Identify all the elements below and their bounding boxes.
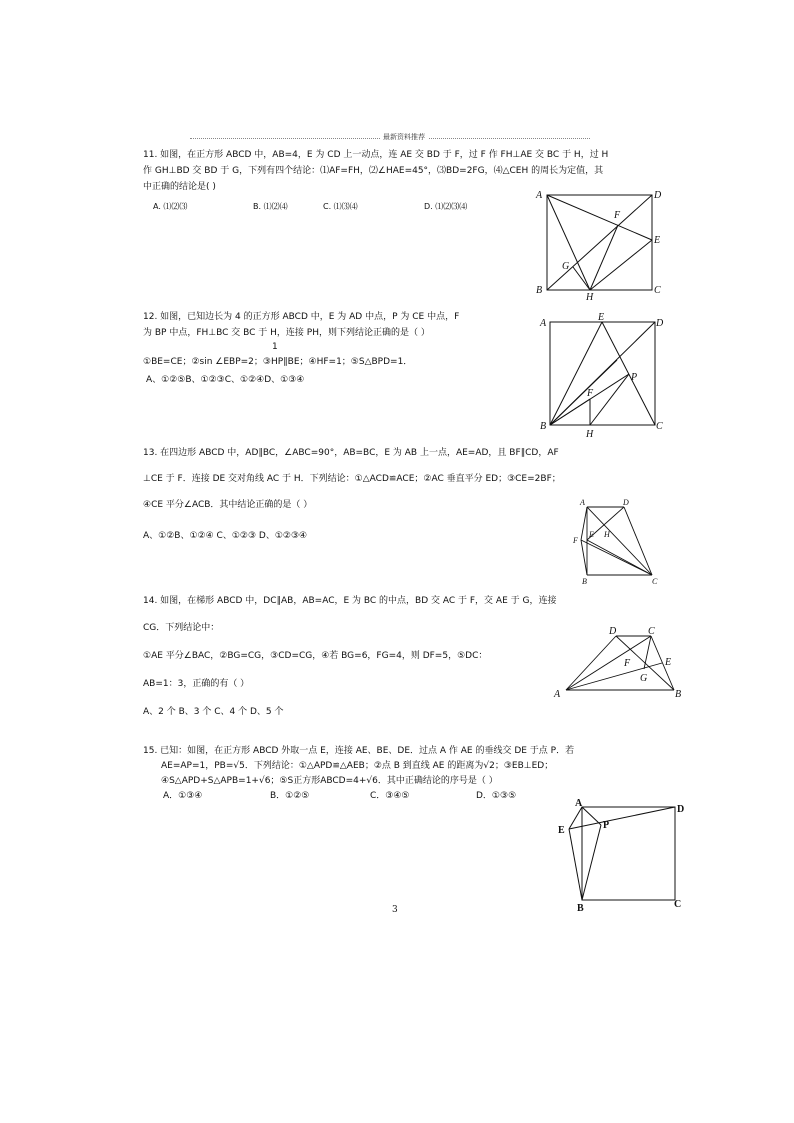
q15-option-c: C．③④⑤ xyxy=(370,791,410,801)
q14-figure xyxy=(548,622,688,702)
q14-label-f: F xyxy=(624,658,631,669)
q14-label-a: A xyxy=(554,689,561,700)
q11-label-e: E xyxy=(654,235,661,246)
q14-label-d: D xyxy=(609,626,617,637)
q11-line2: 作 GH⊥BD 交 BD 于 G，下列有四个结论：⑴AF=FH，⑵∠HAE=45°，⑶BD=2FG，⑷△CEH 的周长为定值，其 xyxy=(143,166,604,176)
q13-line3: ④CE 平分∠ACB．其中结论正确的是（ ） xyxy=(143,500,313,510)
q12-label-c: C xyxy=(656,421,663,432)
q15-option-d: D．①③⑤ xyxy=(476,791,517,801)
q14-line1: 14. 如图，在梯形 ABCD 中，DC∥AB，AB=AC，E 为 BC 的中点，BD 交 AC 于 F，交 AE 于 G，连接 xyxy=(143,596,557,606)
q11-option-c: C. ⑴⑶⑷ xyxy=(323,202,358,211)
q11-label-g: G xyxy=(562,261,570,272)
q11-label-f: F xyxy=(614,210,621,221)
q14-label-b: B xyxy=(675,689,682,700)
q13-label-f: F xyxy=(573,536,578,545)
q11-label-a: A xyxy=(536,190,543,201)
q13-label-d: D xyxy=(623,498,629,507)
q15-line3: ④S△APD+S△APB=1+√6；⑤S正方形ABCD=4+√6．其中正确结论的序号是（ ） xyxy=(161,776,498,786)
q11-option-a: A. ⑴⑵⑶ xyxy=(153,202,188,211)
q15-label-a: A xyxy=(575,798,583,809)
q13-line4: A、①②B、①②④ C、①②③ D、①②③④ xyxy=(143,531,308,541)
q13-figure xyxy=(560,495,665,590)
q14-label-c: C xyxy=(648,626,655,637)
q13-line2: ⊥CE 于 F．连接 DE 交对角线 AC 于 H．下列结论：①△ACD≌ACE；②AC 垂直平分 ED；③CE=2BF； xyxy=(143,474,561,484)
q13-label-h: H xyxy=(604,530,610,539)
q15-label-b: B xyxy=(577,903,584,914)
q15-option-a: A．①③④ xyxy=(163,791,203,801)
q12-fraction-top: 1 xyxy=(272,342,278,352)
q12-line4: A、①②⑤B、①②③C、①②④D、①③④ xyxy=(146,375,305,385)
q11-option-b: B. ⑴⑵⑷ xyxy=(253,202,288,211)
q12-label-b: B xyxy=(540,421,547,432)
q11-label-b: B xyxy=(536,285,543,296)
q12-label-h: H xyxy=(586,429,594,440)
q11-label-h: H xyxy=(586,292,594,303)
q14-label-e: E xyxy=(665,657,672,668)
q15-label-c: C xyxy=(674,899,682,910)
q12-line1: 12. 如图，已知边长为 4 的正方形 ABCD 中，E 为 AD 中点，P 为 CE 中点，F xyxy=(143,312,460,322)
q13-label-b: B xyxy=(582,577,587,586)
q15-option-b: B．①②⑤ xyxy=(270,791,310,801)
q11-label-d: D xyxy=(654,190,662,201)
q12-label-e: E xyxy=(598,312,605,323)
q13-label-a: A xyxy=(580,498,585,507)
q12-label-d: D xyxy=(656,318,664,329)
q15-line2: AE=AP=1，PB=√5．下列结论：①△APD≌△AEB；②点 B 到直线 AE 的距离为√2；③EB⊥ED； xyxy=(161,761,554,771)
q14-line5: A、2 个 B、3 个 C、4 个 D、5 个 xyxy=(143,707,284,717)
q12-line2: 为 BP 中点，FH⊥BC 交 BC 于 H，连接 PH，则下列结论正确的是（ ） xyxy=(143,328,430,338)
q11-line1: 11. 如图，在正方形 ABCD 中，AB=4，E 为 CD 上一动点，连 AE 交 BD 于 F，过 F 作 FH⊥AE 交 BC 于 H，过 H xyxy=(143,150,609,160)
q15-label-e: E xyxy=(558,825,565,836)
page-number: 3 xyxy=(392,905,398,915)
q14-line2: CG．下列结论中： xyxy=(143,623,220,633)
q11-figure xyxy=(530,185,665,303)
q15-figure xyxy=(555,795,695,915)
q12-line3: ①BE=CE；②sin ∠EBP=2；③HP∥BE；④HF=1；⑤S△BPD=1． xyxy=(143,357,413,367)
q12-label-p: P xyxy=(631,372,638,383)
q15-label-p: P xyxy=(603,820,610,831)
q11-option-d: D. ⑴⑵⑶⑷ xyxy=(424,202,468,211)
q12-label-f: F xyxy=(587,388,594,399)
q14-line4: AB=1：3，正确的有（ ） xyxy=(143,679,250,689)
q11-line3: 中正确的结论是( ) xyxy=(143,182,216,192)
q13-label-e: E xyxy=(589,530,594,539)
q13-line1: 13. 在四边形 ABCD 中，AD∥BC，∠ABC=90°，AB=BC，E 为 AB 上一点，AE=AD，且 BF∥CD，AF xyxy=(143,448,559,458)
q14-label-g: G xyxy=(640,673,648,684)
q15-line1: 15. 已知：如图，在正方形 ABCD 外取一点 E，连接 AE、BE、DE．过点 A 作 AE 的垂线交 DE 于点 P．若 xyxy=(143,746,575,756)
q14-line3: ①AE 平分∠BAC，②BG=CG，③CD=CG，④若 BG=6，FG=4，则 DF=5，⑤DC： xyxy=(143,651,488,661)
q15-label-d: D xyxy=(677,804,685,815)
q13-label-c: C xyxy=(652,577,658,586)
q12-label-a: A xyxy=(540,318,547,329)
q12-figure xyxy=(535,310,670,440)
header-text: 最新资料推荐 xyxy=(380,132,428,142)
q11-label-c: C xyxy=(654,285,661,296)
